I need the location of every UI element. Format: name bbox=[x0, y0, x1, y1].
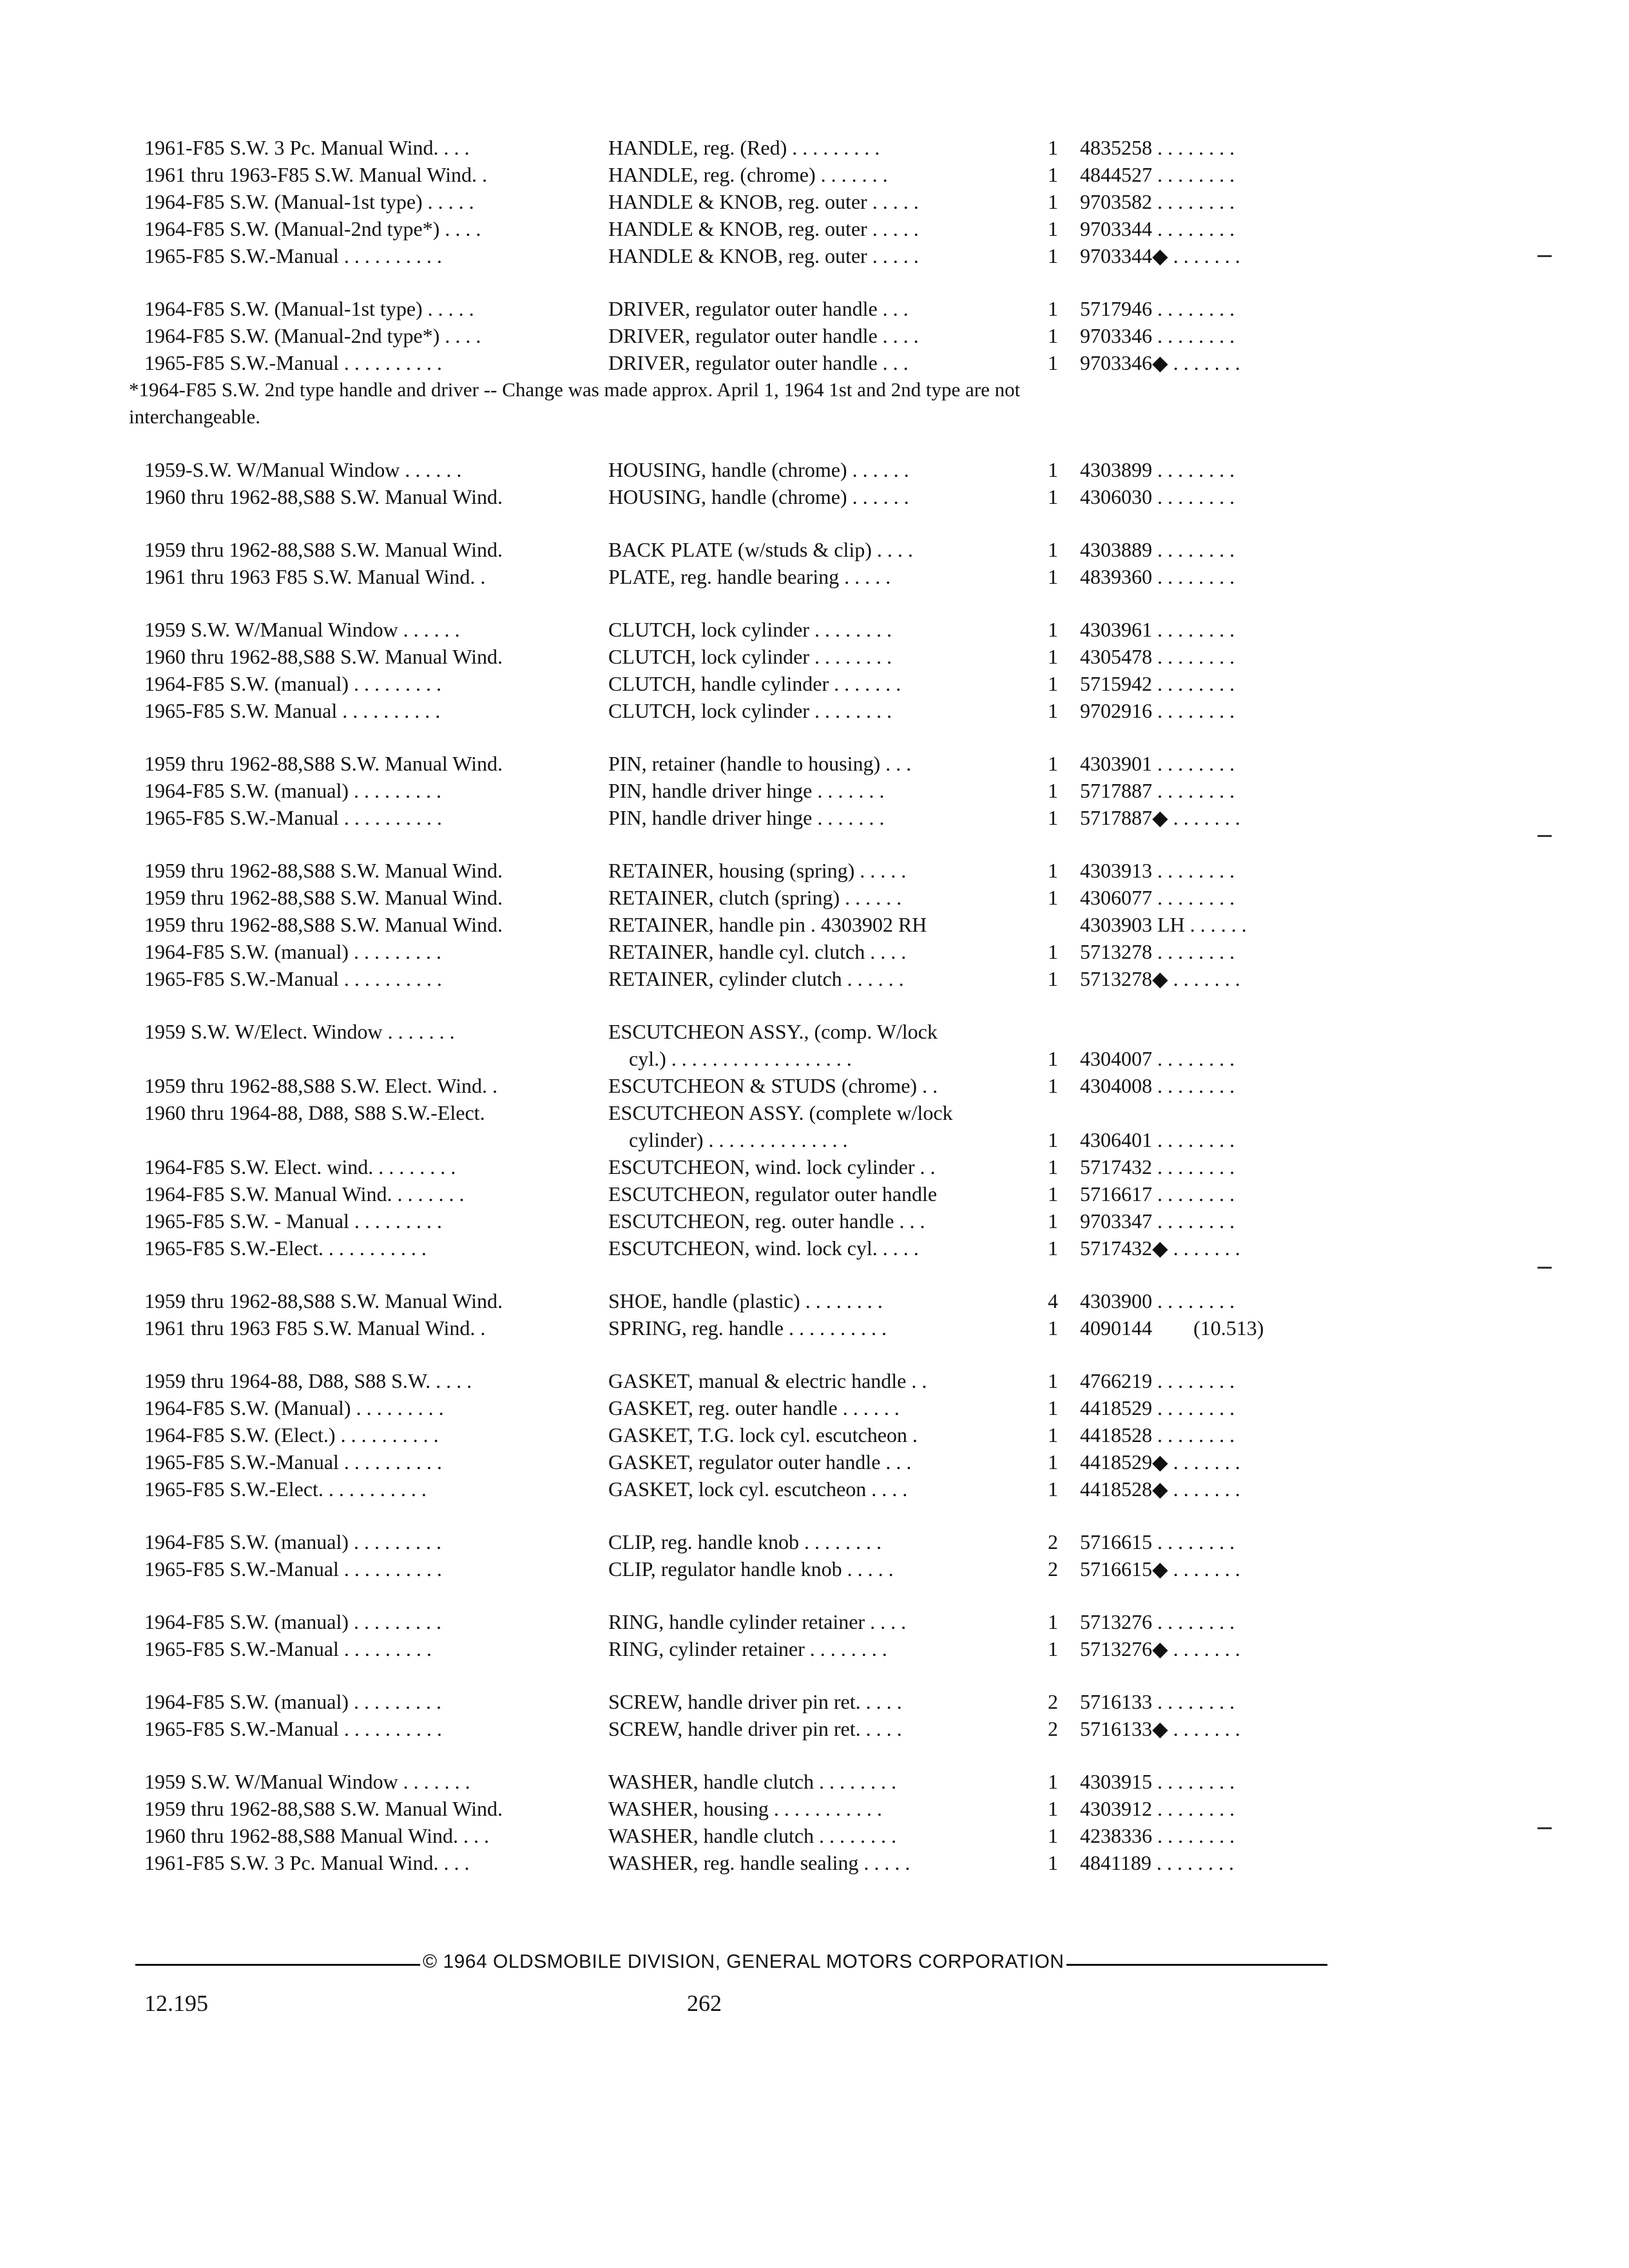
page-code: 12.195 bbox=[144, 1990, 208, 2016]
section-gap bbox=[0, 590, 1629, 616]
quantity-cell: 1 bbox=[1048, 645, 1058, 668]
part-number-cell: 4844527 . . . . . . . . bbox=[1080, 163, 1235, 186]
application-cell: 1961-F85 S.W. 3 Pc. Manual Wind. . . . bbox=[144, 136, 470, 159]
description-cell: DRIVER, regulator outer handle . . . bbox=[608, 351, 909, 374]
description-cell: CLIP, regulator handle knob . . . . . bbox=[608, 1557, 894, 1581]
quantity-cell: 1 bbox=[1048, 485, 1058, 508]
application-cell: 1959 thru 1964-88, D88, S88 S.W. . . . . bbox=[144, 1369, 472, 1392]
section-gap bbox=[0, 1662, 1629, 1688]
part-row bbox=[0, 456, 1629, 483]
application-cell: 1965-F85 S.W. - Manual . . . . . . . . . bbox=[144, 1209, 442, 1233]
part-row bbox=[0, 965, 1629, 992]
application-cell: 1965-F85 S.W.-Manual . . . . . . . . . . bbox=[144, 1450, 442, 1474]
part-row bbox=[0, 322, 1629, 349]
section-gap bbox=[0, 1262, 1629, 1287]
description-cell: RING, handle cylinder retainer . . . . bbox=[608, 1610, 907, 1633]
part-row bbox=[0, 242, 1629, 269]
quantity-cell: 1 bbox=[1048, 1477, 1058, 1501]
section-gap bbox=[0, 724, 1629, 750]
description-cell: WASHER, handle clutch . . . . . . . . bbox=[608, 1770, 897, 1793]
part-row bbox=[0, 1235, 1629, 1262]
description-cell: CLIP, reg. handle knob . . . . . . . . bbox=[608, 1530, 882, 1553]
part-row bbox=[0, 215, 1629, 242]
part-number-cell: 5717432◆ . . . . . . . bbox=[1080, 1236, 1240, 1260]
part-number-cell: 5716615◆ . . . . . . . bbox=[1080, 1557, 1240, 1581]
part-row bbox=[0, 1126, 1629, 1153]
part-row bbox=[0, 643, 1629, 670]
part-number-cell: 4303900 . . . . . . . . bbox=[1080, 1289, 1235, 1312]
description-cell: SHOE, handle (plastic) . . . . . . . . bbox=[608, 1289, 883, 1312]
section-gap bbox=[0, 1582, 1629, 1608]
application-cell: 1959 thru 1962-88,S88 S.W. Manual Wind. bbox=[144, 1797, 503, 1820]
part-number-cell: 5713276 . . . . . . . . bbox=[1080, 1610, 1235, 1633]
description-cell: RETAINER, handle pin . 4303902 RH bbox=[608, 913, 927, 936]
part-row bbox=[0, 295, 1629, 322]
part-number-cell: 4303889 . . . . . . . . bbox=[1080, 538, 1235, 561]
part-number-cell: 5713278◆ . . . . . . . bbox=[1080, 967, 1240, 990]
quantity-cell: 1 bbox=[1048, 1182, 1058, 1206]
footnote-text: *1964-F85 S.W. 2nd type handle and driver -- Change was made approx. April 1, 1964 1st and 2nd type are not bbox=[129, 378, 1021, 401]
application-cell: 1964-F85 S.W. (Manual) . . . . . . . . . bbox=[144, 1396, 444, 1419]
quantity-cell: 2 bbox=[1048, 1690, 1058, 1713]
application-cell: 1960 thru 1962-88,S88 S.W. Manual Wind. bbox=[144, 645, 503, 668]
copyright-notice: © 1964 OLDSMOBILE DIVISION, GENERAL MOTORS CORPORATION bbox=[420, 1951, 1066, 1973]
quantity-cell: 1 bbox=[1048, 859, 1058, 882]
application-cell: 1965-F85 S.W.-Manual . . . . . . . . . . bbox=[144, 967, 442, 990]
description-cell: GASKET, lock cyl. escutcheon . . . . bbox=[608, 1477, 908, 1501]
part-number-cell: 9703346◆ . . . . . . . bbox=[1080, 351, 1240, 374]
part-number-cell: 5713276◆ . . . . . . . bbox=[1080, 1637, 1240, 1660]
part-row bbox=[0, 857, 1629, 884]
quantity-cell: 1 bbox=[1048, 1396, 1058, 1419]
part-row bbox=[0, 670, 1629, 697]
part-number-cell: 4303913 . . . . . . . . bbox=[1080, 859, 1235, 882]
part-number-cell: 9702916 . . . . . . . . bbox=[1080, 699, 1235, 722]
application-cell: 1965-F85 S.W.-Manual . . . . . . . . . . bbox=[144, 244, 442, 267]
part-row bbox=[0, 1153, 1629, 1180]
quantity-cell: 1 bbox=[1048, 1610, 1058, 1633]
application-cell: 1965-F85 S.W.-Manual . . . . . . . . . . bbox=[144, 1557, 442, 1581]
part-row bbox=[0, 1528, 1629, 1555]
quantity-cell: 1 bbox=[1048, 324, 1058, 347]
quantity-cell: 1 bbox=[1048, 1316, 1058, 1340]
part-number-cell: 4841189 . . . . . . . . bbox=[1080, 1851, 1234, 1874]
part-number-cell: 5717432 . . . . . . . . bbox=[1080, 1155, 1235, 1178]
quantity-cell: 1 bbox=[1048, 1770, 1058, 1793]
quantity-cell: 1 bbox=[1048, 1236, 1058, 1260]
part-row bbox=[0, 1314, 1629, 1341]
quantity-cell: 1 bbox=[1048, 1637, 1058, 1660]
part-number-cell: 4418528 . . . . . . . . bbox=[1080, 1423, 1235, 1446]
description-cell: PIN, handle driver hinge . . . . . . . bbox=[608, 806, 885, 829]
part-row bbox=[0, 911, 1629, 938]
application-cell: 1964-F85 S.W. Elect. wind. . . . . . . . . bbox=[144, 1155, 456, 1178]
application-cell: 1965-F85 S.W.-Elect. . . . . . . . . . . bbox=[144, 1236, 427, 1260]
description-cell: GASKET, reg. outer handle . . . . . . bbox=[608, 1396, 900, 1419]
part-number-cell: 5716133 . . . . . . . . bbox=[1080, 1690, 1235, 1713]
part-number-cell: 4418529 . . . . . . . . bbox=[1080, 1396, 1235, 1419]
quantity-cell: 1 bbox=[1048, 136, 1058, 159]
part-number-cell: 9703347 . . . . . . . . bbox=[1080, 1209, 1235, 1233]
quantity-cell: 1 bbox=[1048, 779, 1058, 802]
application-cell: 1959 thru 1962-88,S88 S.W. Manual Wind. bbox=[144, 913, 503, 936]
quantity-cell: 1 bbox=[1048, 1369, 1058, 1392]
application-cell: 1964-F85 S.W. Manual Wind. . . . . . . . bbox=[144, 1182, 465, 1206]
application-cell: 1961-F85 S.W. 3 Pc. Manual Wind. . . . bbox=[144, 1851, 470, 1874]
part-number-cell: 4766219 . . . . . . . . bbox=[1080, 1369, 1235, 1392]
part-number-cell: 4304008 . . . . . . . . bbox=[1080, 1074, 1235, 1097]
parts-list bbox=[0, 134, 1629, 1876]
application-cell: 1960 thru 1964-88, D88, S88 S.W.-Elect. bbox=[144, 1101, 485, 1124]
description-cell: HANDLE, reg. (chrome) . . . . . . . bbox=[608, 163, 888, 186]
part-number-cell: 9703344◆ . . . . . . . bbox=[1080, 244, 1240, 267]
part-number-cell: 5715942 . . . . . . . . bbox=[1080, 672, 1235, 695]
part-number-cell: 4303899 . . . . . . . . bbox=[1080, 458, 1235, 481]
part-row bbox=[0, 1367, 1629, 1394]
description-cell: SCREW, handle driver pin ret. . . . . bbox=[608, 1690, 902, 1713]
application-cell: 1959 thru 1962-88,S88 S.W. Manual Wind. bbox=[144, 886, 503, 909]
application-cell: 1964-F85 S.W. (manual) . . . . . . . . . bbox=[144, 940, 442, 963]
description-cell: GASKET, T.G. lock cyl. escutcheon . bbox=[608, 1423, 918, 1446]
part-row bbox=[0, 536, 1629, 563]
application-cell: 1959 thru 1962-88,S88 S.W. Manual Wind. bbox=[144, 859, 503, 882]
part-number-cell: 4303901 . . . . . . . . bbox=[1080, 752, 1235, 775]
application-cell: 1965-F85 S.W. Manual . . . . . . . . . . bbox=[144, 699, 441, 722]
application-cell: 1964-F85 S.W. (Elect.) . . . . . . . . . . bbox=[144, 1423, 439, 1446]
application-cell: 1964-F85 S.W. (Manual-1st type) . . . . . bbox=[144, 297, 474, 320]
part-row bbox=[0, 1768, 1629, 1795]
description-cell: HANDLE & KNOB, reg. outer . . . . . bbox=[608, 244, 919, 267]
description-cell: RING, cylinder retainer . . . . . . . . bbox=[608, 1637, 887, 1660]
application-cell: 1961 thru 1963 F85 S.W. Manual Wind. . bbox=[144, 565, 486, 588]
part-row bbox=[0, 1207, 1629, 1235]
part-row bbox=[0, 188, 1629, 215]
description-cell: RETAINER, housing (spring) . . . . . bbox=[608, 859, 907, 882]
application-cell: 1965-F85 S.W.-Manual . . . . . . . . . . bbox=[144, 806, 442, 829]
footnote-text: interchangeable. bbox=[129, 405, 260, 428]
section-gap bbox=[0, 831, 1629, 857]
part-row bbox=[0, 1448, 1629, 1475]
quantity-cell: 4 bbox=[1048, 1289, 1058, 1312]
part-row bbox=[0, 1475, 1629, 1503]
quantity-cell: 1 bbox=[1048, 967, 1058, 990]
quantity-cell: 1 bbox=[1048, 565, 1058, 588]
part-number-cell: 5716617 . . . . . . . . bbox=[1080, 1182, 1235, 1206]
application-cell: 1964-F85 S.W. (manual) . . . . . . . . . bbox=[144, 1690, 442, 1713]
margin-mark bbox=[1537, 1827, 1552, 1829]
part-number-cell: 4418529◆ . . . . . . . bbox=[1080, 1450, 1240, 1474]
part-number-cell: 4304007 . . . . . . . . bbox=[1080, 1047, 1235, 1070]
footnote-line bbox=[0, 376, 1629, 403]
quantity-cell: 1 bbox=[1048, 1450, 1058, 1474]
quantity-cell: 1 bbox=[1048, 1155, 1058, 1178]
description-cell: WASHER, handle clutch . . . . . . . . bbox=[608, 1824, 897, 1847]
part-row bbox=[0, 1688, 1629, 1715]
quantity-cell: 1 bbox=[1048, 1824, 1058, 1847]
part-row bbox=[0, 1180, 1629, 1207]
part-row bbox=[0, 1555, 1629, 1582]
quantity-cell: 1 bbox=[1048, 1423, 1058, 1446]
part-row bbox=[0, 134, 1629, 161]
description-cell: RETAINER, handle cyl. clutch . . . . bbox=[608, 940, 907, 963]
quantity-cell: 1 bbox=[1048, 1797, 1058, 1820]
part-number-cell: 4090144 (10.513) bbox=[1080, 1316, 1264, 1340]
quantity-cell: 1 bbox=[1048, 672, 1058, 695]
part-row bbox=[0, 1072, 1629, 1099]
section-gap bbox=[0, 430, 1629, 456]
quantity-cell: 1 bbox=[1048, 1851, 1058, 1874]
part-row bbox=[0, 777, 1629, 804]
page-number: 262 bbox=[687, 1990, 722, 2016]
description-cell: cyl.) . . . . . . . . . . . . . . . . . . bbox=[608, 1047, 852, 1070]
application-cell: 1965-F85 S.W.-Elect. . . . . . . . . . . bbox=[144, 1477, 427, 1501]
part-row bbox=[0, 1608, 1629, 1635]
quantity-cell: 1 bbox=[1048, 458, 1058, 481]
application-cell: 1961 thru 1963-F85 S.W. Manual Wind. . bbox=[144, 163, 488, 186]
description-cell: BACK PLATE (w/studs & clip) . . . . bbox=[608, 538, 913, 561]
footnote-line bbox=[0, 403, 1629, 430]
description-cell: DRIVER, regulator outer handle . . . bbox=[608, 297, 909, 320]
section-gap bbox=[0, 1341, 1629, 1367]
quantity-cell: 1 bbox=[1048, 217, 1058, 240]
description-cell: CLUTCH, lock cylinder . . . . . . . . bbox=[608, 618, 892, 641]
application-cell: 1959 thru 1962-88,S88 S.W. Manual Wind. bbox=[144, 1289, 503, 1312]
quantity-cell: 1 bbox=[1048, 538, 1058, 561]
description-cell: CLUTCH, lock cylinder . . . . . . . . bbox=[608, 699, 892, 722]
part-row bbox=[0, 349, 1629, 376]
description-cell: HOUSING, handle (chrome) . . . . . . bbox=[608, 485, 909, 508]
section-gap bbox=[0, 1742, 1629, 1768]
section-gap bbox=[0, 992, 1629, 1018]
quantity-cell: 2 bbox=[1048, 1717, 1058, 1740]
quantity-cell: 1 bbox=[1048, 1047, 1058, 1070]
description-cell: RETAINER, cylinder clutch . . . . . . bbox=[608, 967, 904, 990]
part-row bbox=[0, 938, 1629, 965]
description-cell: ESCUTCHEON & STUDS (chrome) . . bbox=[608, 1074, 938, 1097]
quantity-cell: 1 bbox=[1048, 752, 1058, 775]
description-cell: WASHER, reg. handle sealing . . . . . bbox=[608, 1851, 911, 1874]
part-row bbox=[0, 1018, 1629, 1045]
description-cell: SCREW, handle driver pin ret. . . . . bbox=[608, 1717, 902, 1740]
part-number-cell: 4835258 . . . . . . . . bbox=[1080, 136, 1235, 159]
part-number-cell: 5717887 . . . . . . . . bbox=[1080, 779, 1235, 802]
part-row bbox=[0, 483, 1629, 510]
description-cell: HANDLE, reg. (Red) . . . . . . . . . bbox=[608, 136, 880, 159]
part-number-cell: 5713278 . . . . . . . . bbox=[1080, 940, 1235, 963]
application-cell: 1961 thru 1963 F85 S.W. Manual Wind. . bbox=[144, 1316, 486, 1340]
part-row bbox=[0, 1045, 1629, 1072]
application-cell: 1965-F85 S.W.-Manual . . . . . . . . . bbox=[144, 1637, 432, 1660]
description-cell: PLATE, reg. handle bearing . . . . . bbox=[608, 565, 891, 588]
description-cell: RETAINER, clutch (spring) . . . . . . bbox=[608, 886, 902, 909]
application-cell: 1964-F85 S.W. (manual) . . . . . . . . . bbox=[144, 1530, 442, 1553]
part-number-cell: 5717946 . . . . . . . . bbox=[1080, 297, 1235, 320]
margin-mark bbox=[1537, 835, 1552, 837]
section-gap bbox=[0, 1503, 1629, 1528]
application-cell: 1965-F85 S.W.-Manual . . . . . . . . . . bbox=[144, 1717, 442, 1740]
description-cell: DRIVER, regulator outer handle . . . . bbox=[608, 324, 919, 347]
quantity-cell: 1 bbox=[1048, 190, 1058, 213]
part-number-cell: 4238336 . . . . . . . . bbox=[1080, 1824, 1235, 1847]
description-cell: WASHER, housing . . . . . . . . . . . bbox=[608, 1797, 882, 1820]
part-number-cell: 9703344 . . . . . . . . bbox=[1080, 217, 1235, 240]
quantity-cell: 1 bbox=[1048, 1074, 1058, 1097]
part-row bbox=[0, 1099, 1629, 1126]
application-cell: 1964-F85 S.W. (manual) . . . . . . . . . bbox=[144, 779, 442, 802]
part-row bbox=[0, 1795, 1629, 1822]
application-cell: 1959 S.W. W/Elect. Window . . . . . . . bbox=[144, 1020, 455, 1043]
part-row bbox=[0, 697, 1629, 724]
quantity-cell: 2 bbox=[1048, 1530, 1058, 1553]
part-number-cell: 4303915 . . . . . . . . bbox=[1080, 1770, 1235, 1793]
application-cell: 1960 thru 1962-88,S88 S.W. Manual Wind. bbox=[144, 485, 503, 508]
part-number-cell: 5716133◆ . . . . . . . bbox=[1080, 1717, 1240, 1740]
description-cell: ESCUTCHEON ASSY., (comp. W/lock bbox=[608, 1020, 938, 1043]
description-cell: GASKET, manual & electric handle . . bbox=[608, 1369, 927, 1392]
part-number-cell: 4303903 LH . . . . . . bbox=[1080, 913, 1247, 936]
application-cell: 1959 S.W. W/Manual Window . . . . . . . bbox=[144, 1770, 470, 1793]
application-cell: 1964-F85 S.W. (Manual-2nd type*) . . . . bbox=[144, 324, 481, 347]
application-cell: 1959 thru 1962-88,S88 S.W. Manual Wind. bbox=[144, 538, 503, 561]
quantity-cell: 1 bbox=[1048, 1128, 1058, 1151]
description-cell: CLUTCH, lock cylinder . . . . . . . . bbox=[608, 645, 892, 668]
application-cell: 1960 thru 1962-88,S88 Manual Wind. . . . bbox=[144, 1824, 489, 1847]
part-row bbox=[0, 1394, 1629, 1421]
part-row bbox=[0, 563, 1629, 590]
quantity-cell: 1 bbox=[1048, 806, 1058, 829]
part-number-cell: 4303961 . . . . . . . . bbox=[1080, 618, 1235, 641]
part-number-cell: 4305478 . . . . . . . . bbox=[1080, 645, 1235, 668]
part-row bbox=[0, 1822, 1629, 1849]
margin-mark bbox=[1537, 1267, 1552, 1269]
quantity-cell: 1 bbox=[1048, 699, 1058, 722]
description-cell: PIN, retainer (handle to housing) . . . bbox=[608, 752, 912, 775]
part-number-cell: 4306077 . . . . . . . . bbox=[1080, 886, 1235, 909]
part-number-cell: 4306030 . . . . . . . . bbox=[1080, 485, 1235, 508]
part-row bbox=[0, 1287, 1629, 1314]
description-cell: CLUTCH, handle cylinder . . . . . . . bbox=[608, 672, 901, 695]
description-cell: ESCUTCHEON ASSY. (complete w/lock bbox=[608, 1101, 953, 1124]
part-row bbox=[0, 750, 1629, 777]
description-cell: ESCUTCHEON, reg. outer handle . . . bbox=[608, 1209, 925, 1233]
description-cell: GASKET, regulator outer handle . . . bbox=[608, 1450, 912, 1474]
part-row bbox=[0, 1849, 1629, 1876]
section-gap bbox=[0, 510, 1629, 536]
description-cell: HANDLE & KNOB, reg. outer . . . . . bbox=[608, 217, 919, 240]
part-row bbox=[0, 1421, 1629, 1448]
part-number-cell: 5716615 . . . . . . . . bbox=[1080, 1530, 1235, 1553]
quantity-cell: 1 bbox=[1048, 618, 1058, 641]
part-number-cell: 5717887◆ . . . . . . . bbox=[1080, 806, 1240, 829]
application-cell: 1959 thru 1962-88,S88 S.W. Manual Wind. bbox=[144, 752, 503, 775]
description-cell: ESCUTCHEON, regulator outer handle bbox=[608, 1182, 938, 1206]
description-cell: HOUSING, handle (chrome) . . . . . . bbox=[608, 458, 909, 481]
application-cell: 1964-F85 S.W. (manual) . . . . . . . . . bbox=[144, 672, 442, 695]
part-number-cell: 4303912 . . . . . . . . bbox=[1080, 1797, 1235, 1820]
application-cell: 1959 S.W. W/Manual Window . . . . . . bbox=[144, 618, 460, 641]
quantity-cell: 1 bbox=[1048, 940, 1058, 963]
application-cell: 1964-F85 S.W. (Manual-2nd type*) . . . . bbox=[144, 217, 481, 240]
quantity-cell: 1 bbox=[1048, 163, 1058, 186]
description-cell: PIN, handle driver hinge . . . . . . . bbox=[608, 779, 885, 802]
part-row bbox=[0, 616, 1629, 643]
part-number-cell: 9703346 . . . . . . . . bbox=[1080, 324, 1235, 347]
part-number-cell: 4418528◆ . . . . . . . bbox=[1080, 1477, 1240, 1501]
quantity-cell: 1 bbox=[1048, 297, 1058, 320]
description-cell: HANDLE & KNOB, reg. outer . . . . . bbox=[608, 190, 919, 213]
section-gap bbox=[0, 269, 1629, 295]
part-number-cell: 9703582 . . . . . . . . bbox=[1080, 190, 1235, 213]
margin-mark bbox=[1537, 255, 1552, 257]
application-cell: 1959 thru 1962-88,S88 S.W. Elect. Wind. . bbox=[144, 1074, 498, 1097]
quantity-cell: 1 bbox=[1048, 351, 1058, 374]
application-cell: 1959-S.W. W/Manual Window . . . . . . bbox=[144, 458, 462, 481]
description-cell: cylinder) . . . . . . . . . . . . . . bbox=[608, 1128, 848, 1151]
quantity-cell: 1 bbox=[1048, 244, 1058, 267]
part-row bbox=[0, 1635, 1629, 1662]
part-number-cell: 4306401 . . . . . . . . bbox=[1080, 1128, 1235, 1151]
quantity-cell: 2 bbox=[1048, 1557, 1058, 1581]
part-number-cell: 4839360 . . . . . . . . bbox=[1080, 565, 1235, 588]
description-cell: SPRING, reg. handle . . . . . . . . . . bbox=[608, 1316, 887, 1340]
part-row bbox=[0, 804, 1629, 831]
application-cell: 1964-F85 S.W. (manual) . . . . . . . . . bbox=[144, 1610, 442, 1633]
part-row bbox=[0, 884, 1629, 911]
part-row bbox=[0, 161, 1629, 188]
description-cell: ESCUTCHEON, wind. lock cyl. . . . . bbox=[608, 1236, 919, 1260]
application-cell: 1964-F85 S.W. (Manual-1st type) . . . . . bbox=[144, 190, 474, 213]
application-cell: 1965-F85 S.W.-Manual . . . . . . . . . . bbox=[144, 351, 442, 374]
footer-rule-left bbox=[135, 1964, 425, 1966]
quantity-cell: 1 bbox=[1048, 886, 1058, 909]
description-cell: ESCUTCHEON, wind. lock cylinder . . bbox=[608, 1155, 936, 1178]
part-row bbox=[0, 1715, 1629, 1742]
quantity-cell: 1 bbox=[1048, 1209, 1058, 1233]
